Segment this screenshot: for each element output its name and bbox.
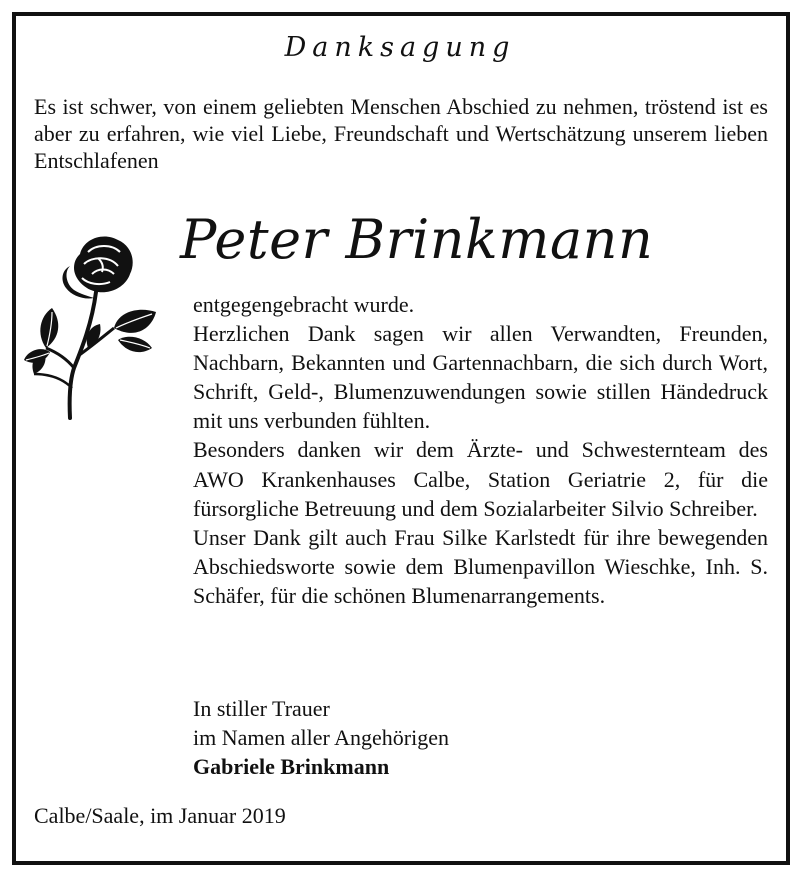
signer-name: Gabriele Brinkmann <box>193 754 390 779</box>
deceased-name: Peter Brinkmann <box>180 208 654 271</box>
intro-text <box>34 93 768 174</box>
closing-line-relatives: im Namen aller Angehörigen <box>193 725 449 750</box>
body-paragraph-hospital: Besonders danken wir dem Ärzte- und Schwesternteam des AWO Krankenhauses Calbe, Station Geriatrie 2, für die fürsorgliche Betreuung und dem Sozialarbeiter Silvio Schreiber. <box>193 437 768 521</box>
body-paragraph-thanks: Herzlichen Dank sagen wir allen Verwandten, Freunden, Nachbarn, Bekannten und Gartennachbarn, die sich durch Wort, Schrift, Geld-, Blumenzuwendungen sowie stillen Händedruck mit uns verbunden fühlten. <box>193 321 768 434</box>
notice-body <box>193 290 768 610</box>
closing-line-mourning: In stiller Trauer <box>193 696 330 721</box>
body-paragraph-opening: entgegengebracht wurde. <box>193 292 415 317</box>
notice-title: Danksagung <box>284 32 516 63</box>
signature-block <box>193 694 449 781</box>
place-date: Calbe/Saale, im Januar 2019 <box>34 803 286 828</box>
body-paragraph-speaker: Unser Dank gilt auch Frau Silke Karlstedt für ihre bewegenden Abschiedsworte sowie dem Blumenpavillon Wieschke, Inh. S. Schäfer, für die schönen Blumenarrangements. <box>193 524 768 608</box>
rose-icon <box>22 228 174 420</box>
intro-paragraph: Es ist schwer, von einem geliebten Menschen Abschied zu nehmen, tröstend ist es aber zu erfahren, wie viel Liebe, Freundschaft und Wertschätzung unserem lieben Entschlafenen <box>34 94 768 173</box>
